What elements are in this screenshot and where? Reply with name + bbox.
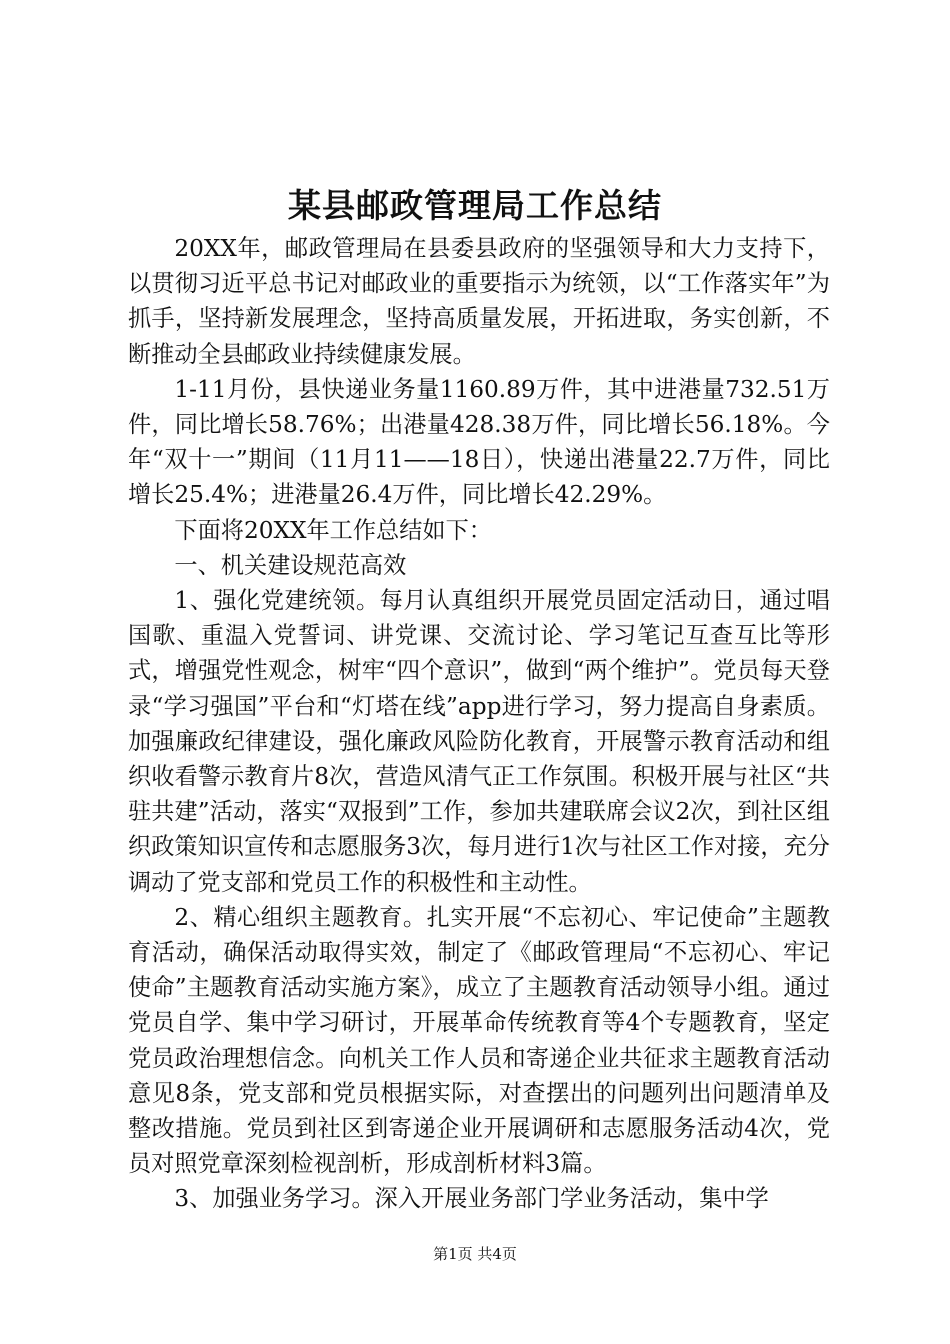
paragraph-business-study: 3、加强业务学习。深入开展业务部门学业务活动，集中学 [174, 1185, 769, 1213]
document-title: 某县邮政管理局工作总结 [288, 186, 662, 225]
section-heading-1: 一、机关建设规范高效 [174, 551, 407, 579]
paragraph-statistics: 1-11月份，县快递业务量1160.89万件，其中进港量732.51万件，同比增长58.76%；出港量428.38万件，同比增长56.18%。今年“双十一”期间（11月11——18日），快递出港量22.7万件，同比增长25.4%；进港量26.4万件，同比增长42.29%。 [128, 375, 830, 509]
paragraph-intro: 20XX年，邮政管理局在县委县政府的坚强领导和大力支持下，以贯彻习近平总书记对邮政业的重要指示为统领，以“工作落实年”为抓手，坚持新发展理念，坚持高质量发展，开拓进取，务实创新，不断推动全县邮政业持续健康发展。 [128, 235, 830, 368]
document-body [128, 231, 830, 1217]
page-footer: 第1页 共4页 [433, 1245, 517, 1263]
paragraph-theme-education: 2、精心组织主题教育。扎实开展“不忘初心、牢记使命”主题教育活动，确保活动取得实效，制定了《邮政管理局“不忘初心、牢记使命”主题教育活动实施方案》，成立了主题教育活动领导小组。通过党员自学、集中学习研讨，开展革命传统教育等4个专题教育，坚定党员政治理想信念。向机关工作人员和寄递企业共征求主题教育活动意见8条，党支部和党员根据实际，对查摆出的问题列出问题清单及整改措施。党员到社区到寄递企业开展调研和志愿服务活动4次，党员对照党章深刻检视剖析，形成剖析材料3篇。 [128, 903, 830, 1178]
paragraph-summary-lead: 下面将20XX年工作总结如下： [174, 516, 492, 544]
paragraph-party-building: 1、强化党建统领。每月认真组织开展党员固定活动日，通过唱国歌、重温入党誓词、讲党课、交流讨论、学习笔记互查互比等形式，增强党性观念，树牢“四个意识”，做到“两个维护”。党员每天登录“学习强国”平台和“灯塔在线”app进行学习，努力提高自身素质。加强廉政纪律建设，强化廉政风险防化教育，开展警示教育活动和组织收看警示教育片8次，营造风清气正工作氛围。积极开展与社区“共驻共建”活动，落实“双报到”工作，参加共建联席会议2次，到社区组织政策知识宣传和志愿服务3次，每月进行1次与社区工作对接，充分调动了党支部和党员工作的积极性和主动性。 [128, 587, 830, 896]
